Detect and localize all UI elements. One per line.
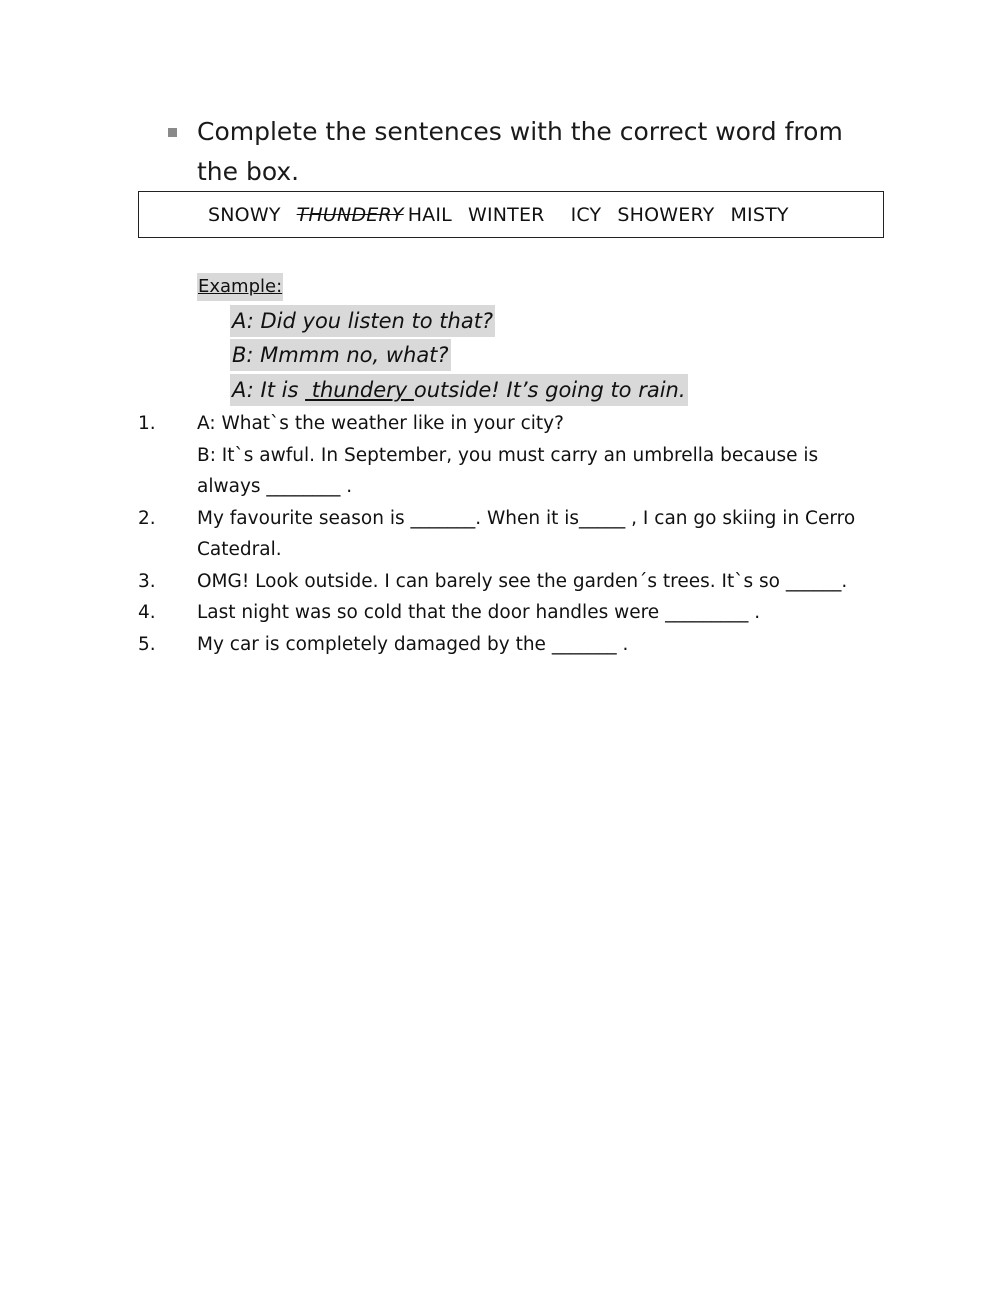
word-hail: HAIL — [407, 203, 452, 226]
word-showery: SHOWERY — [617, 203, 715, 226]
exercise-item-1 — [138, 408, 878, 503]
item-text: My favourite season is _______. When it is_____ , I can go skiing in Cerro Catedral. — [197, 507, 856, 560]
item-number: 3. — [138, 570, 156, 592]
word-box — [138, 191, 884, 238]
item-text: OMG! Look outside. I can barely see the garden´s trees. It`s so ______. — [197, 570, 848, 592]
item-number: 1. — [138, 413, 156, 434]
item-number: 5. — [138, 633, 156, 655]
exercise-list — [138, 408, 878, 660]
item-number: 4. — [138, 602, 156, 623]
example-line-3 — [230, 374, 688, 406]
item-text: B: It`s awful. In September, you must carry an umbrella because is always ________ . — [197, 444, 819, 497]
word-misty: MISTY — [730, 203, 789, 226]
word-thundery-struck: THUNDERY — [296, 203, 404, 226]
instruction — [168, 112, 848, 192]
example-answer: thundery — [305, 378, 414, 402]
word-icy: ICY — [570, 203, 602, 226]
word-winter: WINTER — [467, 203, 545, 226]
exercise-item-3 — [138, 566, 878, 598]
example-line-3-end: outside! It’s going to rain. — [413, 378, 686, 402]
example-line-2: B: Mmmm no, what? — [230, 339, 451, 371]
item-text: Last night was so cold that the door handles were _________ . — [197, 602, 761, 623]
item-number: 2. — [138, 507, 156, 529]
word-snowy: SNOWY — [208, 203, 281, 226]
instruction-text: Complete the sentences with the correct word from the box. — [197, 117, 843, 186]
square-bullet-icon — [168, 128, 177, 137]
example-label: Example: — [197, 273, 283, 301]
exercise-item-2 — [138, 503, 878, 566]
item-text: My car is completely damaged by the _______ . — [197, 633, 629, 655]
example-line-3-start: A: It is — [232, 378, 306, 402]
exercise-item-4 — [138, 597, 878, 629]
example-line-1: A: Did you listen to that? — [230, 305, 495, 337]
item-text: A: What`s the weather like in your city? — [197, 413, 564, 434]
exercise-item-5 — [138, 629, 878, 661]
